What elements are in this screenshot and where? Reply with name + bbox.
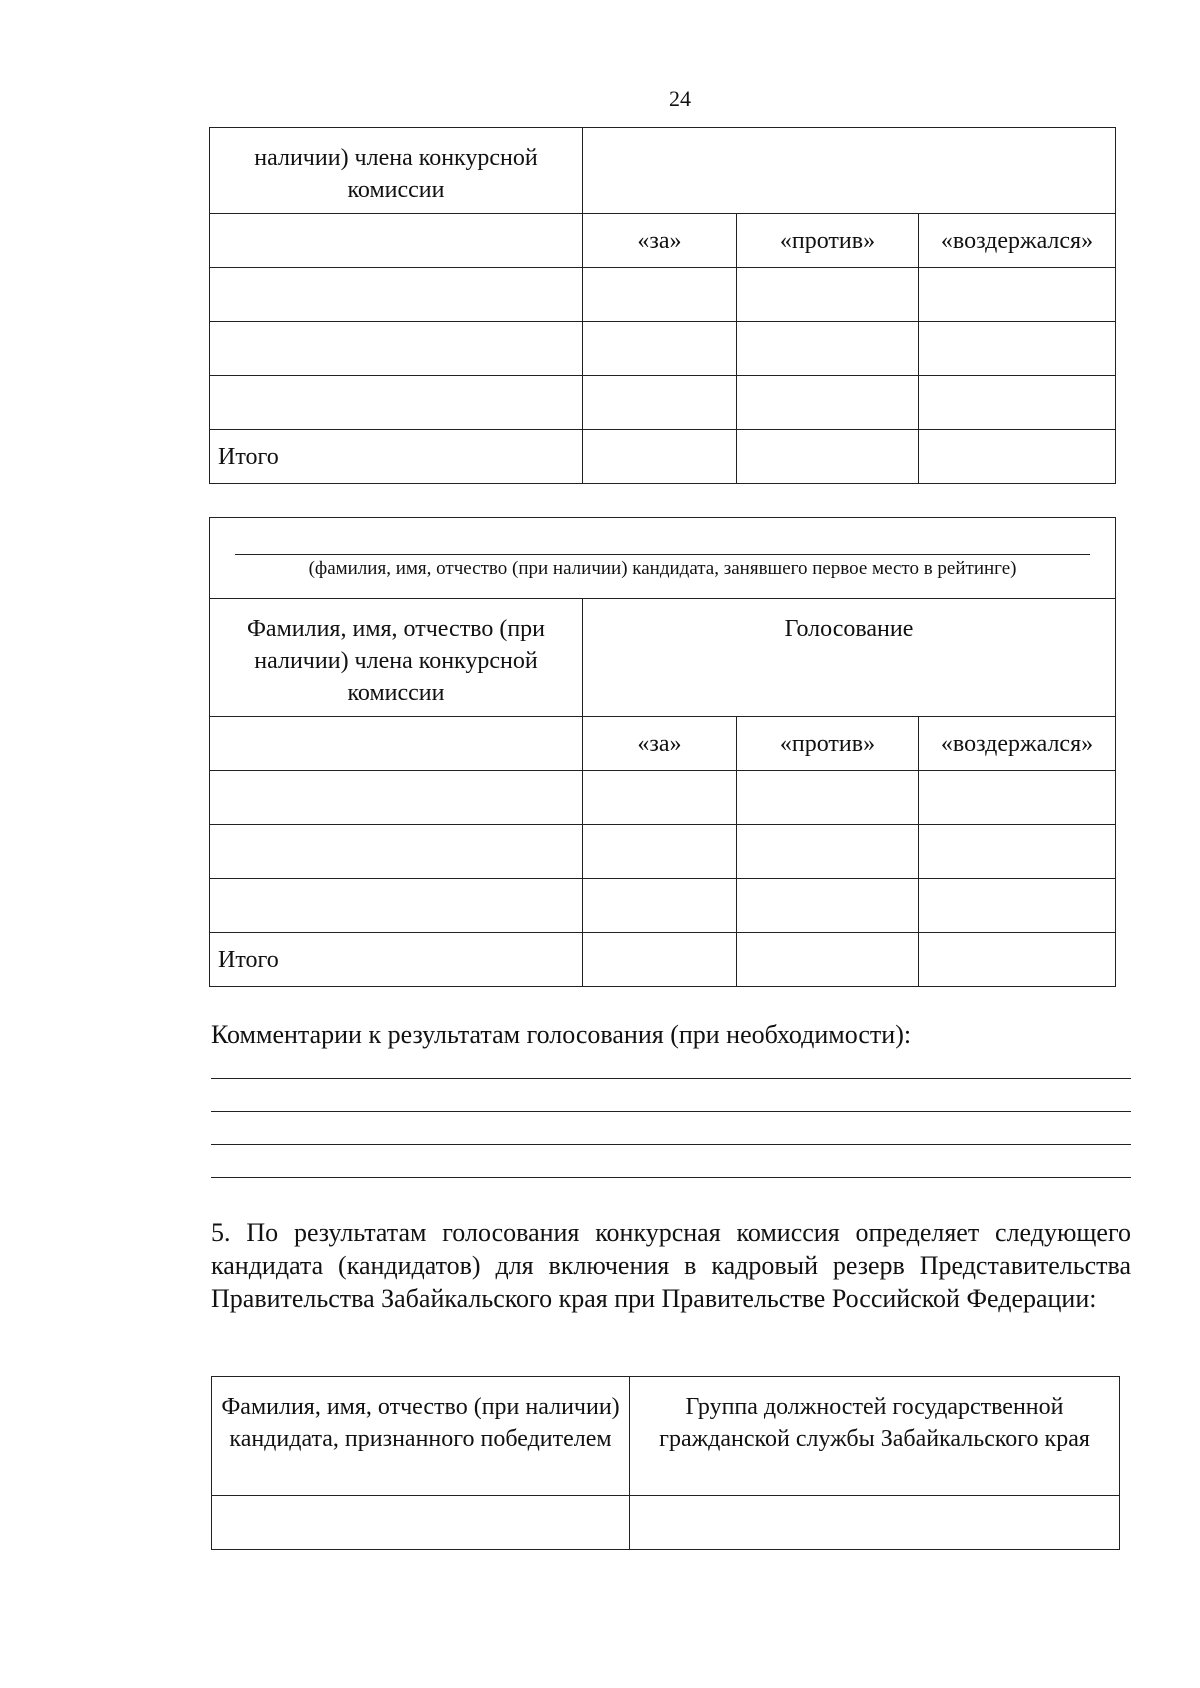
vote-cell[interactable] — [919, 376, 1116, 430]
vote-cell[interactable] — [583, 825, 737, 879]
voting-table-continued — [209, 127, 1116, 484]
total-row — [210, 430, 1116, 484]
table-row — [210, 376, 1116, 430]
paragraph-5: 5. По результатам голосования конкурсная комиссия определяет следующего кандидата (кандидатов) для включения в кадровый резерв Представительства Правительства Забайкальского края при Правительстве Российской Федерации: — [211, 1218, 1131, 1313]
vote-cell[interactable] — [737, 825, 919, 879]
vote-cell[interactable] — [919, 879, 1116, 933]
total-label: Итого — [210, 430, 583, 484]
member-cell[interactable] — [210, 879, 583, 933]
member-cell[interactable] — [210, 825, 583, 879]
table-row — [210, 825, 1116, 879]
candidate-caption-cell — [210, 518, 1116, 599]
vote-cell[interactable] — [583, 322, 737, 376]
vote-cell[interactable] — [919, 771, 1116, 825]
total-label: Итого — [210, 933, 583, 987]
vote-cell[interactable] — [737, 430, 919, 484]
vote-cell[interactable] — [583, 430, 737, 484]
vote-for-label: «за» — [583, 214, 737, 268]
member-cell[interactable] — [210, 268, 583, 322]
vote-for-label: «за» — [583, 717, 737, 771]
vote-against-label: «против» — [737, 214, 919, 268]
vote-cell[interactable] — [919, 430, 1116, 484]
vote-cell[interactable] — [737, 322, 919, 376]
comment-line[interactable] — [211, 1144, 1131, 1145]
page-number: 24 — [669, 86, 691, 111]
member-cell[interactable] — [210, 376, 583, 430]
vote-header: Голосование — [583, 599, 1116, 717]
comment-line[interactable] — [211, 1177, 1131, 1178]
vote-cell[interactable] — [919, 322, 1116, 376]
vote-abstain-label: «воздержался» — [919, 717, 1116, 771]
blank-cell — [210, 214, 583, 268]
vote-cell[interactable] — [737, 268, 919, 322]
table-row — [212, 1496, 1120, 1550]
vote-cell[interactable] — [583, 376, 737, 430]
vote-cell[interactable] — [583, 879, 737, 933]
vote-cell[interactable] — [583, 771, 737, 825]
table-row — [210, 268, 1116, 322]
vote-cell[interactable] — [737, 376, 919, 430]
table-row — [210, 322, 1116, 376]
position-group-header: Группа должностей государственной гражданской службы Забайкальского края — [630, 1377, 1120, 1496]
position-group-cell[interactable] — [630, 1496, 1120, 1550]
vote-cell[interactable] — [583, 268, 737, 322]
vote-abstain-label: «воздержался» — [919, 214, 1116, 268]
blank-cell — [210, 717, 583, 771]
comment-line[interactable] — [211, 1111, 1131, 1112]
winner-name-cell[interactable] — [212, 1496, 630, 1550]
member-cell[interactable] — [210, 322, 583, 376]
vote-cell[interactable] — [737, 879, 919, 933]
voting-table — [209, 517, 1116, 987]
comment-line[interactable] — [211, 1078, 1131, 1079]
vote-cell[interactable] — [919, 268, 1116, 322]
vote-cell[interactable] — [737, 933, 919, 987]
candidate-caption: (фамилия, имя, отчество (при наличии) кандидата, занявшего первое место в рейтинге) — [308, 558, 1017, 579]
member-cell[interactable] — [210, 771, 583, 825]
table-row — [210, 879, 1116, 933]
comments-label: Комментарии к результатам голосования (при необходимости): — [211, 1020, 912, 1049]
vote-cell[interactable] — [737, 771, 919, 825]
vote-header-empty — [583, 128, 1116, 214]
vote-against-label: «против» — [737, 717, 919, 771]
vote-cell[interactable] — [919, 933, 1116, 987]
member-header: Фамилия, имя, отчество (при наличии) члена конкурсной комиссии — [210, 599, 583, 717]
vote-cell[interactable] — [919, 825, 1116, 879]
vote-cell[interactable] — [583, 933, 737, 987]
table-row — [210, 771, 1116, 825]
winner-table — [211, 1376, 1120, 1550]
total-row — [210, 933, 1116, 987]
member-header-fragment: наличии) члена конкурсной комиссии — [210, 128, 583, 214]
winner-name-header: Фамилия, имя, отчество (при наличии) кандидата, признанного победителем — [212, 1377, 630, 1496]
